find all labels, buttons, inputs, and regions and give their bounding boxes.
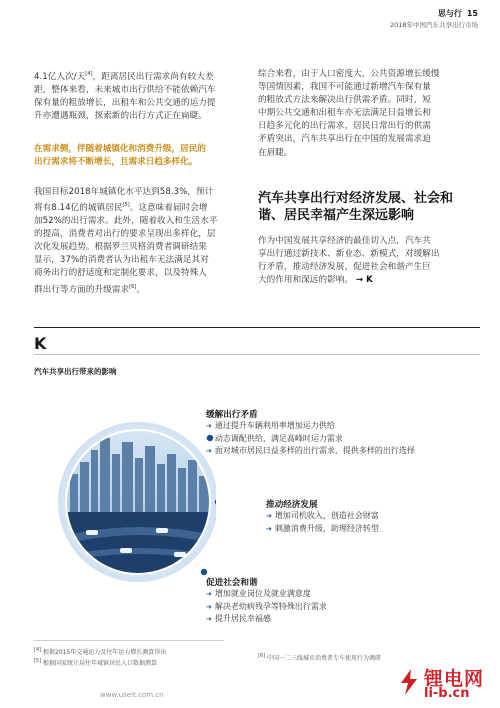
text-line: 行矛盾，推动经济发展，促进社会和谐产生巨 [258, 262, 431, 273]
left-paragraph-2 [34, 186, 256, 296]
text-line: 综合来看，由于人口密度大，公共资源增长缓慢 [258, 69, 440, 79]
watermark-url: www.useit.com.cn [100, 691, 164, 699]
text-line: 中期公共交通和出租车亦无法满足日益增长和 [258, 108, 431, 119]
group-title: 缓解出行矛盾 [206, 410, 258, 420]
exhibit-rule [34, 354, 480, 355]
text-line: 次化发展趋势。根据罗兰贝格消费者调研结果 [34, 242, 207, 253]
arrow-icon: ➔ [266, 524, 272, 533]
text-line: 大的作用和深远的影响。 [258, 275, 354, 286]
exhibit-title: 汽车共享出行带来的影响 [34, 367, 117, 376]
text-line: 保有量的粗放增长，出租车和公共交通的运力提 [34, 98, 216, 109]
brand-logo [398, 664, 494, 704]
impact-group-1 [206, 408, 486, 458]
item-text: 刺激消费升级，助理经济转型 [274, 523, 379, 533]
group-title: 推动经济发展 [266, 500, 318, 510]
list-item [266, 510, 486, 523]
text-line: 升亦遭遇瓶颈，探索新的出行方式正在扁睫。 [34, 111, 207, 122]
text-line: 等国情因素，我国不可能通过新增汽车保有量 [258, 82, 431, 93]
figure-ref-link[interactable]: → K [355, 275, 373, 286]
list-item [206, 433, 486, 446]
logo-url: li-b.cn [424, 686, 470, 701]
text-line: 享出行通过新技术、新业态、新模式，对缓解出 [258, 249, 440, 260]
footnote-text: 中国一二三线城市消费者专车使用行为调研 [267, 655, 382, 662]
item-text: 解决老幼病残孕等特殊出行需求 [214, 601, 327, 611]
group-title: 促进社会和谐 [206, 578, 258, 588]
list-item [206, 601, 486, 614]
item-text: 增加就业岗位及就业满意度 [214, 589, 311, 598]
arrow-icon: ➔ [206, 590, 212, 598]
text-line: 出行需求将不断增长，且需求日趋多样化。 [34, 157, 198, 168]
footnote-ref: [6] [129, 283, 137, 290]
text-line: 加52%的出行需求。此外，随着收入和生活水平 [34, 216, 218, 227]
item-text: 提升居民幸福感 [214, 614, 271, 624]
footnote-marker: [4] [34, 647, 42, 653]
footnote-ref: [5] [122, 202, 130, 209]
text-line: 将有8.14亿的城镇居民 [34, 202, 123, 213]
text-line: 我国目标2018年城镇化水平达到58.3%，预计 [34, 187, 214, 197]
text-line: 显示，37%的消费者认为出租车无法满足其对 [34, 255, 209, 266]
text-line: 。这意味着届时会增 [129, 202, 208, 213]
section-heading [258, 190, 484, 224]
arrow-icon: ➔ [206, 447, 212, 456]
section-divider [34, 327, 480, 328]
impact-group-3 [206, 576, 486, 626]
arrow-icon: ➔ [206, 615, 212, 624]
text-line: 作为中国发展共享经济的最佳切入点，汽车共 [258, 236, 431, 246]
arrow-icon: ➔ [266, 512, 272, 520]
footnotes-right [258, 652, 478, 663]
footnote [34, 657, 254, 668]
footnote-marker: [5] [34, 658, 42, 664]
footnote [258, 652, 478, 663]
exhibit-letter: K [34, 334, 47, 353]
right-paragraph-1 [258, 68, 480, 160]
right-paragraph-2 [258, 235, 480, 287]
connector-dot [201, 569, 207, 575]
arrow-icon: ➔ [206, 434, 212, 443]
item-text: 增加司机收入，创造社会财富 [274, 511, 379, 520]
text-line: 矛盾突出，汽车共享出行在中国的发展需求迫 [258, 134, 431, 145]
text-line: 的粗放式方法来解决出行供需矛盾。同时，短 [258, 95, 431, 106]
text-line: 在需求侧，伴随着城镇化和消费升级，居民的 [34, 144, 206, 154]
list-item [206, 445, 486, 458]
list-item [206, 420, 486, 433]
report-subtitle: 2018年中国汽车共享出行市场 [389, 21, 478, 29]
arrow-icon: ➔ [206, 422, 212, 430]
text-line: 群出行等方面的升级需求 [34, 284, 130, 295]
footnote-text: 根据2015年交通运力及往年运力增长测算得出 [43, 649, 167, 656]
footnote-marker: [6] [258, 653, 266, 659]
text-line: 日趋多元化的出行需求，居民日常出行的供需 [258, 121, 431, 132]
text-line: 在眉睫。 [258, 147, 293, 158]
footnotes-left [34, 646, 254, 668]
footnote-rule [34, 640, 224, 641]
list-item [266, 523, 486, 536]
text-line: 4.1亿人次/天 [34, 71, 86, 82]
item-text: 动态调配供给，满足高峰时运力需求 [214, 433, 343, 443]
impact-group-2 [266, 498, 486, 535]
page-number: 15 [466, 9, 478, 18]
text-line: ，距离居民出行需求尚有较大差 [92, 71, 214, 82]
footnote-text: 根据国家统计局往年城镇居民人口数据测算 [43, 660, 158, 667]
left-paragraph-1 [34, 68, 252, 123]
footnote [34, 646, 254, 657]
footnote-ref: [4] [85, 71, 93, 77]
item-text: 面对城市居民日益多样的出行需求，提供多样的出行选择 [214, 446, 415, 456]
text-line: 的提高，消费者对出行的要求呈现出多样化，层 [34, 229, 216, 240]
battery-logo-icon [398, 668, 420, 696]
heading-line: 谐、居民幸福产生深远影响 [258, 208, 415, 223]
highlight-quote [34, 143, 256, 169]
text-line: 商务出行的舒适度和定制化要求，以及特殊人 [34, 268, 207, 279]
city-illustration [56, 402, 216, 602]
logo-text: 锂电网 [424, 668, 485, 690]
running-header [438, 8, 478, 19]
text-line: 。 [136, 284, 145, 295]
section-name: 思与行 [437, 9, 462, 18]
text-line: 距，整体来看，未来城市出行供给不能依赖汽车 [34, 84, 216, 95]
arrow-icon: ➔ [206, 602, 212, 611]
list-item [206, 613, 486, 626]
item-text: 通过提升车辆利用率增加运力供给 [214, 421, 335, 430]
heading-line: 汽车共享出行对经济发展、社会和 [258, 191, 454, 206]
list-item [206, 588, 486, 601]
